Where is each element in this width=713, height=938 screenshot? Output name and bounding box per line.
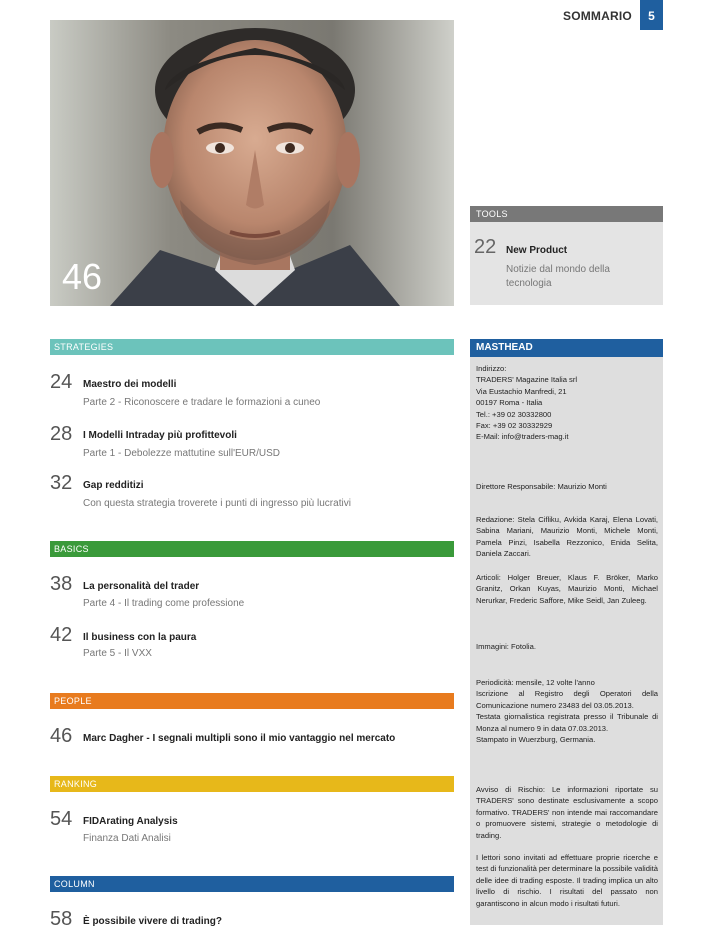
masthead-director: Direttore Responsabile: Maurizio Monti — [476, 482, 607, 491]
periodicita-line: Periodicità: mensile, 12 volte l'anno — [476, 678, 595, 687]
periodicita-line: Iscrizione al Registro degli Operatori della Comunicazione numero 23483 del 03.05.2013. — [476, 689, 658, 710]
masthead-articoli: Articoli: Holger Breuer, Klaus F. Bröker, Marko Granitz, Orkan Kuyas, Maurizio Monti, Michael Nerurkar, Frederic Saffore, Mike Seidl, Jan Zuleeg. — [476, 573, 658, 605]
masthead-avviso: Avviso di Rischio: Le informazioni riportate su TRADERS' sono destinate esclusivamente a scopo formativo. TRADERS' non intende mai raccomandare o promuovere sistemi, strategie o metodologie di trading. — [476, 785, 658, 840]
masthead-box — [470, 339, 663, 925]
entry-title[interactable]: I Modelli Intraday più profittevoli — [83, 430, 237, 441]
entry-subtitle: Parte 4 - Il trading come professione — [83, 598, 245, 609]
section-bar-column: COLUMN — [50, 876, 454, 892]
entry-title[interactable]: La personalità del trader — [83, 581, 200, 592]
masthead-immagini: Immagini: Fotolia. — [476, 642, 536, 651]
periodicita-line: Stampato in Wuerzburg, Germania. — [476, 735, 596, 745]
tools-page-number: 22 — [474, 236, 497, 258]
masthead-lettori: I lettori sono invitati ad effettuare proprie ricerche e test di funzionalità per determinare la possibile validità delle idee di trading esposte. Il trading implica un alto livello di rischio. I risultati del passato non garantiscono in alcun modo i risultati futuri. — [476, 853, 658, 908]
entry-page-number: 38 — [50, 573, 73, 595]
hero-photo — [50, 20, 454, 306]
entry-page-number: 58 — [50, 908, 73, 930]
section-title: SOMMARIO — [563, 9, 632, 23]
entry-page-number: 24 — [50, 371, 73, 393]
entry-page-number: 46 — [50, 725, 73, 747]
section-bar-people: PEOPLE — [50, 693, 454, 709]
address-line: TRADERS' Magazine Italia srl — [476, 375, 578, 385]
email-link[interactable]: E-Mail: info@traders-mag.it — [476, 432, 569, 442]
tools-subtitle: Notizie dal mondo della tecnologia — [506, 264, 610, 289]
section-bar-ranking: RANKING — [50, 776, 454, 792]
entry-subtitle: Con questa strategia troverete i punti di ingresso più lucrativi — [83, 498, 351, 509]
masthead-label: MASTHEAD — [470, 339, 663, 357]
masthead-periodicita — [476, 677, 658, 745]
entry-title[interactable]: Gap redditizi — [83, 480, 144, 491]
entry-subtitle: Parte 2 - Riconoscere e tradare le formazioni a cuneo — [83, 397, 321, 408]
entry-page-number: 28 — [50, 423, 73, 445]
entry-title[interactable]: FIDArating Analysis — [83, 816, 178, 827]
entry-subtitle: Parte 1 - Debolezze mattutine sull'EUR/USD — [83, 448, 280, 459]
address-line: 00197 Roma - Italia — [476, 398, 543, 408]
entry-subtitle: Finanza Dati Analisi — [83, 833, 171, 844]
section-bar-strategies: STRATEGIES — [50, 339, 454, 355]
periodicita-line: Testata giornalistica registrata presso il Tribunale di Monza al numero 9 in data 07.03.2013. — [476, 712, 658, 733]
tools-label: TOOLS — [470, 206, 663, 222]
section-bar-basics: BASICS — [50, 541, 454, 557]
tools-box[interactable] — [470, 206, 663, 305]
address-line: Fax: +39 02 30332929 — [476, 421, 553, 431]
address-line: Via Eustachio Manfredi, 21 — [476, 386, 567, 396]
address-line: Tel.: +39 02 30332800 — [476, 409, 552, 419]
entry-page-number: 42 — [50, 624, 73, 646]
page-number: 5 — [640, 0, 663, 30]
entry-page-number: 54 — [50, 808, 73, 830]
address-line: Indirizzo: — [476, 364, 507, 373]
entry-title[interactable]: Maestro dei modelli — [83, 379, 177, 390]
masthead-redazione: Redazione: Stela Cifliku, Avkida Karaj, Elena Lovati, Sabina Mariani, Maurizio Monti, Michele Monti, Pamela Pinzi, Isabella Rezzonico, Enida Selita, Daniela Zaccari. — [476, 515, 658, 559]
entry-title[interactable]: Il business con la paura — [83, 632, 197, 643]
portrait-illustration — [50, 20, 454, 306]
entry-subtitle: Parte 5 - Il VXX — [83, 648, 152, 659]
entry-title[interactable]: Marc Dagher - I segnali multipli sono il mio vantaggio nel mercato — [83, 733, 396, 744]
tools-title: New Product — [506, 245, 568, 256]
hero-page-number: 46 — [62, 256, 103, 297]
masthead-address — [476, 363, 658, 443]
entry-page-number: 32 — [50, 472, 73, 494]
entry-title[interactable]: È possibile vivere di trading? — [83, 916, 222, 927]
